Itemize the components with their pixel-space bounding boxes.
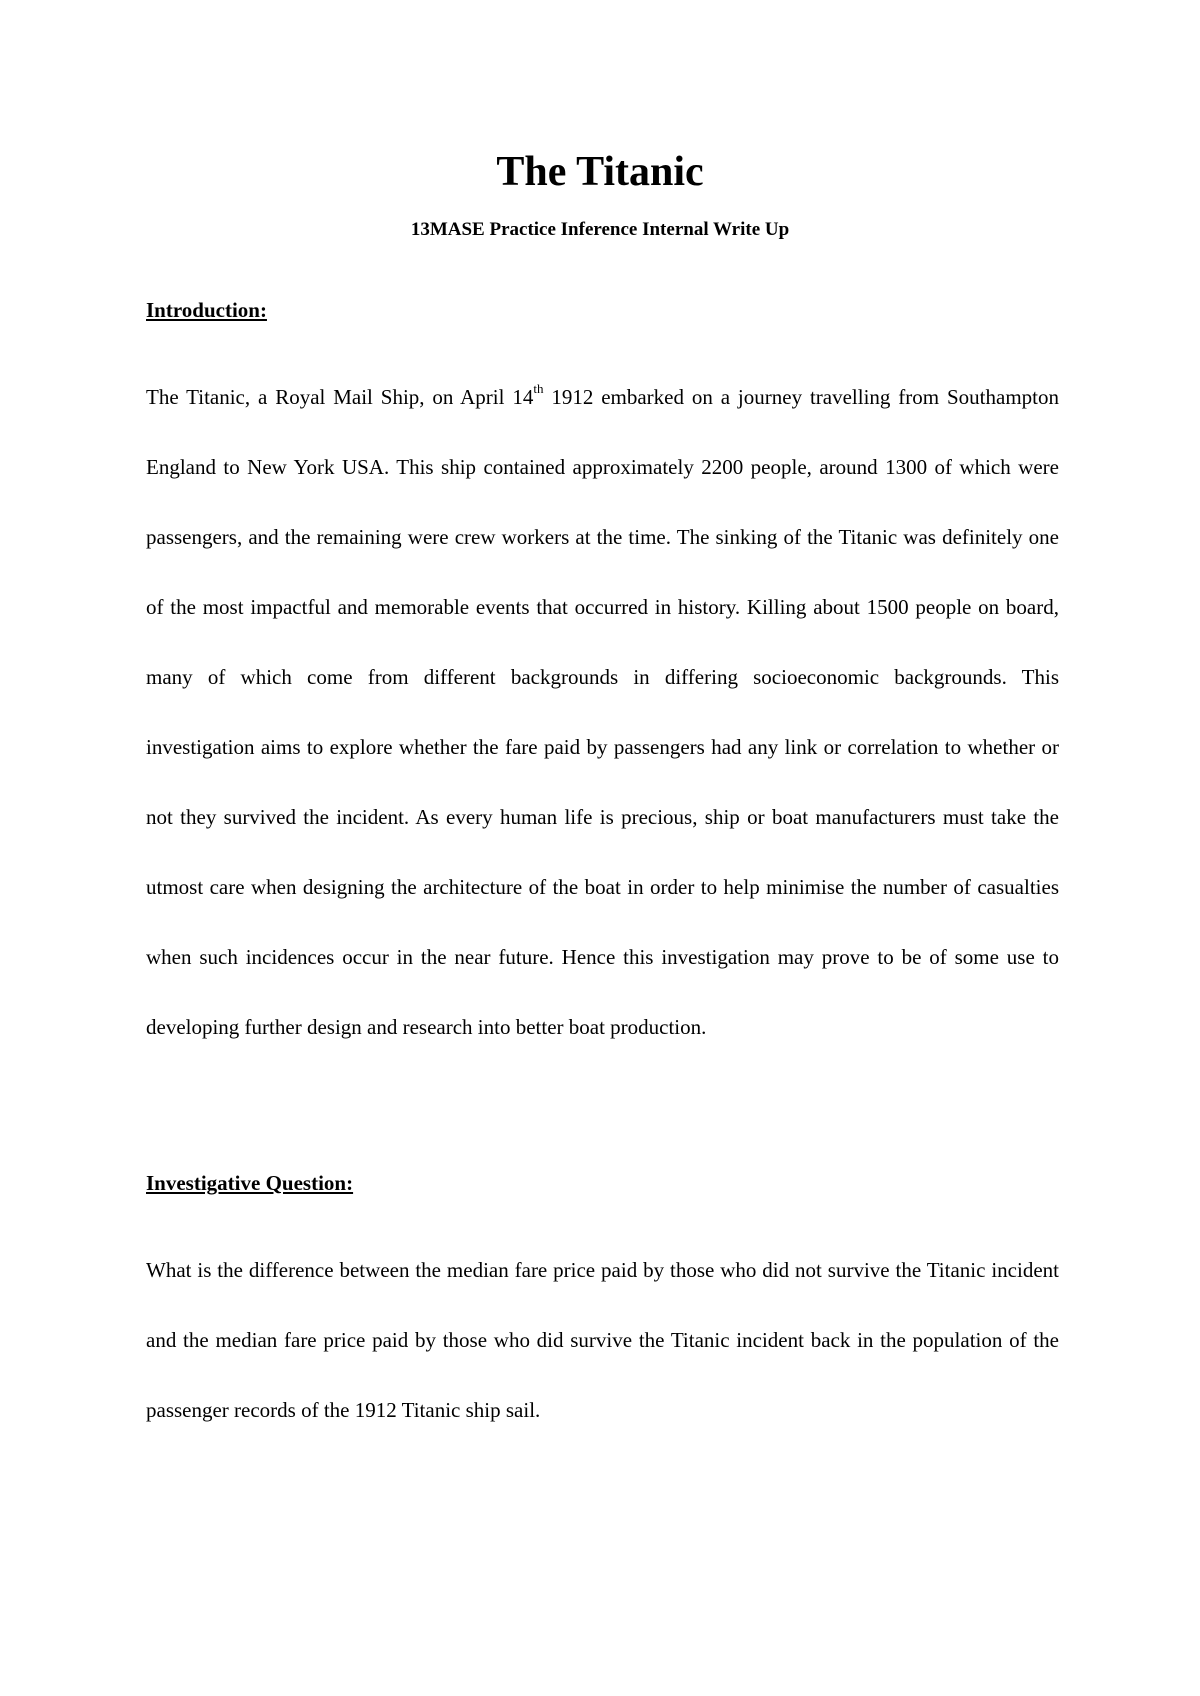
- investigative-question-paragraph: What is the difference between the median fare price paid by those who did not survive the Titanic incident and the median fare price paid by those who did survive the Titanic incident back in the population of the passenger records of the 1912 Titanic ship sail.: [146, 1258, 1059, 1422]
- date-ordinal-suffix: th: [533, 381, 544, 396]
- introduction-heading: Introduction:: [146, 298, 267, 322]
- page-subtitle: 13MASE Practice Inference Internal Write Up: [410, 219, 790, 240]
- investigative-question-heading: Investigative Question:: [146, 1171, 354, 1195]
- introduction-paragraph: [146, 362, 1059, 1062]
- introduction-text-rest: 1912 embarked on a journey travelling from Southampton England to New York USA. This ship contained approximately 2200 people, around 1300 of which were passengers, and the remaining were crew workers at the time. The sinking of the Titanic was definitely one of the most impactful and memorable events that occurred in history. Killing about 1500 people on board, many of which come from different backgrounds in differing socioeconomic backgrounds. This investigation aims to explore whether the fare paid by passengers had any link or correlation to whether or not they survived the incident. As every human life is precious, ship or boat manufacturers must take the utmost care when designing the architecture of the boat in order to help minimise the number of casualties when such incidences occur in the near future. Hence this investigation may prove to be of some use to developing further design and research into better boat production.: [146, 385, 1059, 1039]
- page-title: The Titanic: [496, 149, 704, 195]
- introduction-text-start: The Titanic, a Royal Mail Ship, on April 14: [146, 385, 534, 409]
